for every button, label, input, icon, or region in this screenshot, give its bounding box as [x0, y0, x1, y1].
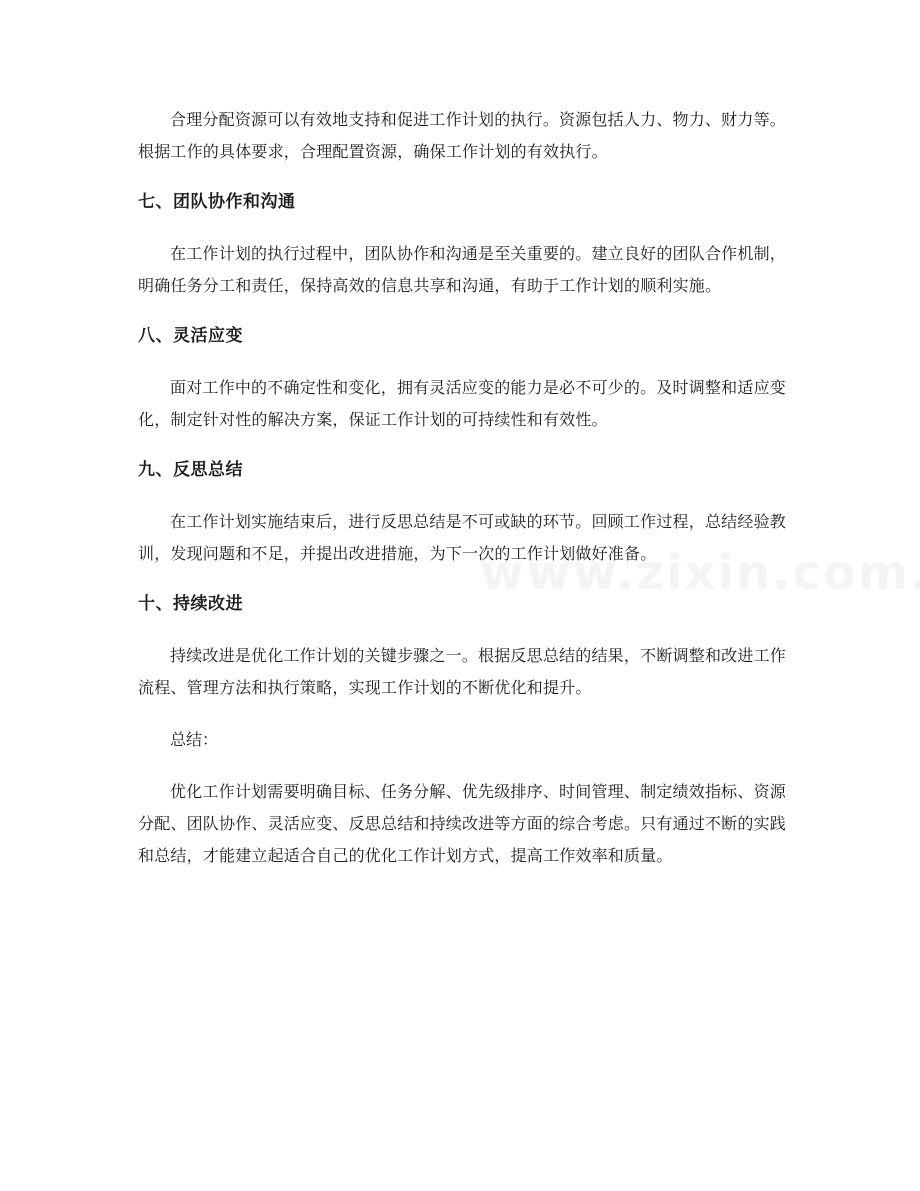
paragraph-resource-allocation: 合理分配资源可以有效地支持和促进工作计划的执行。资源包括人力、物力、财力等。根据工作的具体要求，合理配置资源，确保工作计划的有效执行。 [138, 110, 786, 161]
section-heading-8: 八、灵活应变 [138, 326, 243, 346]
paragraph-reflection: 在工作计划实施结束后，进行反思总结是不可或缺的环节。回顾工作过程，总结经验教训，发现问题和不足，并提出改进措施，为下一次的工作计划做好准备。 [138, 512, 786, 563]
paragraph-team-collaboration: 在工作计划的执行过程中，团队协作和沟通是至关重要的。建立良好的团队合作机制，明确任务分工和责任，保持高效的信息共享和沟通，有助于工作计划的顺利实施。 [138, 244, 786, 295]
section-heading-9: 九、反思总结 [138, 460, 243, 480]
paragraph-flexibility: 面对工作中的不确定性和变化，拥有灵活应变的能力是必不可少的。及时调整和适应变化，制定针对性的解决方案，保证工作计划的可持续性和有效性。 [138, 378, 786, 429]
document-body [138, 104, 786, 892]
paragraph-continuous-improvement: 持续改进是优化工作计划的关键步骤之一。根据反思总结的结果，不断调整和改进工作流程、管理方法和执行策略，实现工作计划的不断优化和提升。 [138, 646, 786, 697]
section-heading-10: 十、持续改进 [138, 594, 243, 614]
summary-label: 总结： [170, 730, 219, 749]
paragraph-summary: 优化工作计划需要明确目标、任务分解、优先级排序、时间管理、制定绩效指标、资源分配、团队协作、灵活应变、反思总结和持续改进等方面的综合考虑。只有通过不断的实践和总结，才能建立起适合自己的优化工作计划方式，提高工作效率和质量。 [138, 782, 787, 865]
section-heading-7: 七、团队协作和沟通 [138, 192, 296, 212]
